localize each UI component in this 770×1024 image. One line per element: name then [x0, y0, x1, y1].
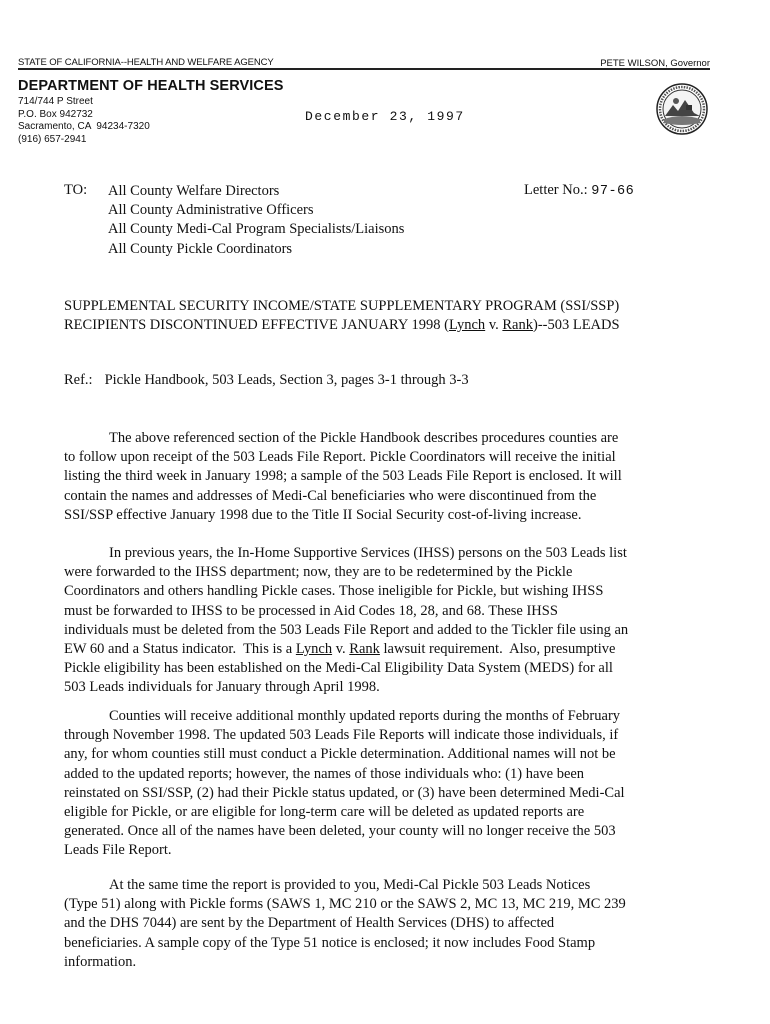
- governor-name: PETE WILSON, Governor: [600, 58, 710, 69]
- letter-number: 97-66: [591, 184, 635, 199]
- department-address: [18, 96, 150, 146]
- paragraph-line: contain the names and addresses of Medi-Cal beneficiaries who were discontinued from the: [64, 487, 597, 504]
- paragraph-1: [64, 429, 664, 525]
- paragraph-line: reinstated on SSI/SSP, (2) had their Pickle status updated, or (3) have been determined Medi-Cal: [64, 784, 625, 801]
- recipient-list: [108, 182, 404, 259]
- letter-date: December 23, 1997: [305, 109, 465, 124]
- recipient: All County Medi-Cal Program Specialists/Liaisons: [108, 221, 405, 238]
- paragraph-line: generated. Once all of the names have been deleted, your county will no longer receive the 503: [64, 823, 616, 840]
- case-name-rank: Rank: [349, 641, 380, 658]
- paragraph-line: and the DHS 7044) are sent by the Department of Health Services (DHS) to affected: [64, 915, 555, 932]
- agency-name: STATE OF CALIFORNIA--HEALTH AND WELFARE AGENCY: [18, 57, 274, 68]
- paragraph-text: v.: [332, 641, 350, 658]
- paragraph-text: EW 60 and a Status indicator. This is a: [64, 641, 296, 658]
- paragraph-text: lawsuit requirement. Also, presumptive: [379, 641, 616, 658]
- paragraph-line: [64, 640, 664, 659]
- recipient: All County Pickle Coordinators: [108, 240, 293, 257]
- paragraph-line: must be forwarded to IHSS to be processed in Aid Codes 18, 28, and 68. These IHSS: [64, 602, 558, 619]
- letterhead-rule: [18, 68, 710, 70]
- paragraph-line: through November 1998. The updated 503 Leads File Reports will indicate those individuals, if: [64, 727, 619, 744]
- case-name-lynch: Lynch: [448, 317, 486, 334]
- address-line: (916) 657-2941: [18, 133, 87, 145]
- paragraph-line: (Type 51) along with Pickle forms (SAWS 1, MC 210 or the SAWS 2, MC 13, MC 219, MC 239: [64, 896, 626, 913]
- paragraph-line: The above referenced section of the Pickle Handbook describes procedures counties are: [109, 430, 619, 446]
- subject: [64, 297, 620, 335]
- paragraph-line: Coordinators and others handling Pickle cases. Those ineligible for Pickle, but wishing IHSS: [64, 583, 604, 600]
- address-line: 714/744 P Street: [18, 96, 93, 107]
- paragraph-line: any, for whom counties still must conduct a Pickle determination. Additional names will not be: [64, 746, 616, 763]
- paragraph-line: were forwarded to the IHSS department; now, they are to be redetermined by the Pickle: [64, 564, 573, 581]
- recipient: All County Welfare Directors: [108, 183, 280, 199]
- paragraph-line: listing the third week in January 1998; a sample of the 503 Leads File Report is enclosed. It will: [64, 468, 622, 485]
- letter-number-label: Letter No.:: [524, 182, 588, 198]
- subject-text: )--503 LEADS: [532, 317, 620, 334]
- address-line: Sacramento, CA 94234-7320: [18, 121, 150, 132]
- paragraph-3: [64, 707, 664, 861]
- state-seal-icon: [656, 83, 708, 135]
- to-label: TO:: [64, 182, 88, 198]
- recipient: All County Administrative Officers: [108, 202, 314, 219]
- paragraph-4: [64, 876, 664, 972]
- paragraph-line: In previous years, the In-Home Supportive Services (IHSS) persons on the 503 Leads list: [109, 545, 627, 561]
- paragraph-line: SSI/SSP effective January 1998 due to the Title II Social Security cost-of-living increase.: [64, 506, 582, 523]
- case-name-lynch: Lynch: [295, 641, 333, 658]
- reference-text: Pickle Handbook, 503 Leads, Section 3, pages 3-1 through 3-3: [104, 372, 469, 388]
- letter-number-block: [524, 182, 634, 199]
- department-name: DEPARTMENT OF HEALTH SERVICES: [18, 78, 284, 94]
- subject-line: [64, 316, 620, 335]
- paragraph-line: Leads File Report.: [64, 842, 172, 859]
- paragraph-line: Counties will receive additional monthly updated reports during the months of February: [109, 708, 621, 724]
- address-line: P.O. Box 942732: [18, 108, 93, 120]
- paragraph-line: information.: [64, 953, 137, 970]
- paragraph-line: individuals must be deleted from the 503 Leads File Report and added to the Tickler file using an: [64, 621, 629, 638]
- paragraph-line: 503 Leads individuals for January through April 1998.: [64, 679, 380, 696]
- subject-line: SUPPLEMENTAL SECURITY INCOME/STATE SUPPLEMENTARY PROGRAM (SSI/SSP): [64, 298, 620, 314]
- subject-text: v.: [485, 317, 503, 334]
- paragraph-line: beneficiaries. A sample copy of the Type 51 notice is enclosed; it now includes Food Stamp: [64, 934, 596, 951]
- paragraph-line: added to the updated reports; however, the names of those individuals who: (1) have been: [64, 765, 585, 782]
- paragraph-line: to follow upon receipt of the 503 Leads File Report. Pickle Coordinators will receive the initial: [64, 449, 616, 466]
- subject-text: RECIPIENTS DISCONTINUED EFFECTIVE JANUARY 1998 (: [64, 317, 449, 334]
- paragraph-line: eligible for Pickle, or are eligible for long-term care will be deleted as updated reports are: [64, 804, 585, 821]
- case-name-rank: Rank: [502, 317, 533, 334]
- paragraph-2: [64, 544, 664, 698]
- reference-label: Ref.:: [64, 372, 93, 388]
- paragraph-line: Pickle eligibility has been established on the Medi-Cal Eligibility Data System (MEDS) for all: [64, 660, 613, 677]
- paragraph-line: At the same time the report is provided to you, Medi-Cal Pickle 503 Leads Notices: [109, 877, 591, 893]
- reference: [64, 372, 469, 389]
